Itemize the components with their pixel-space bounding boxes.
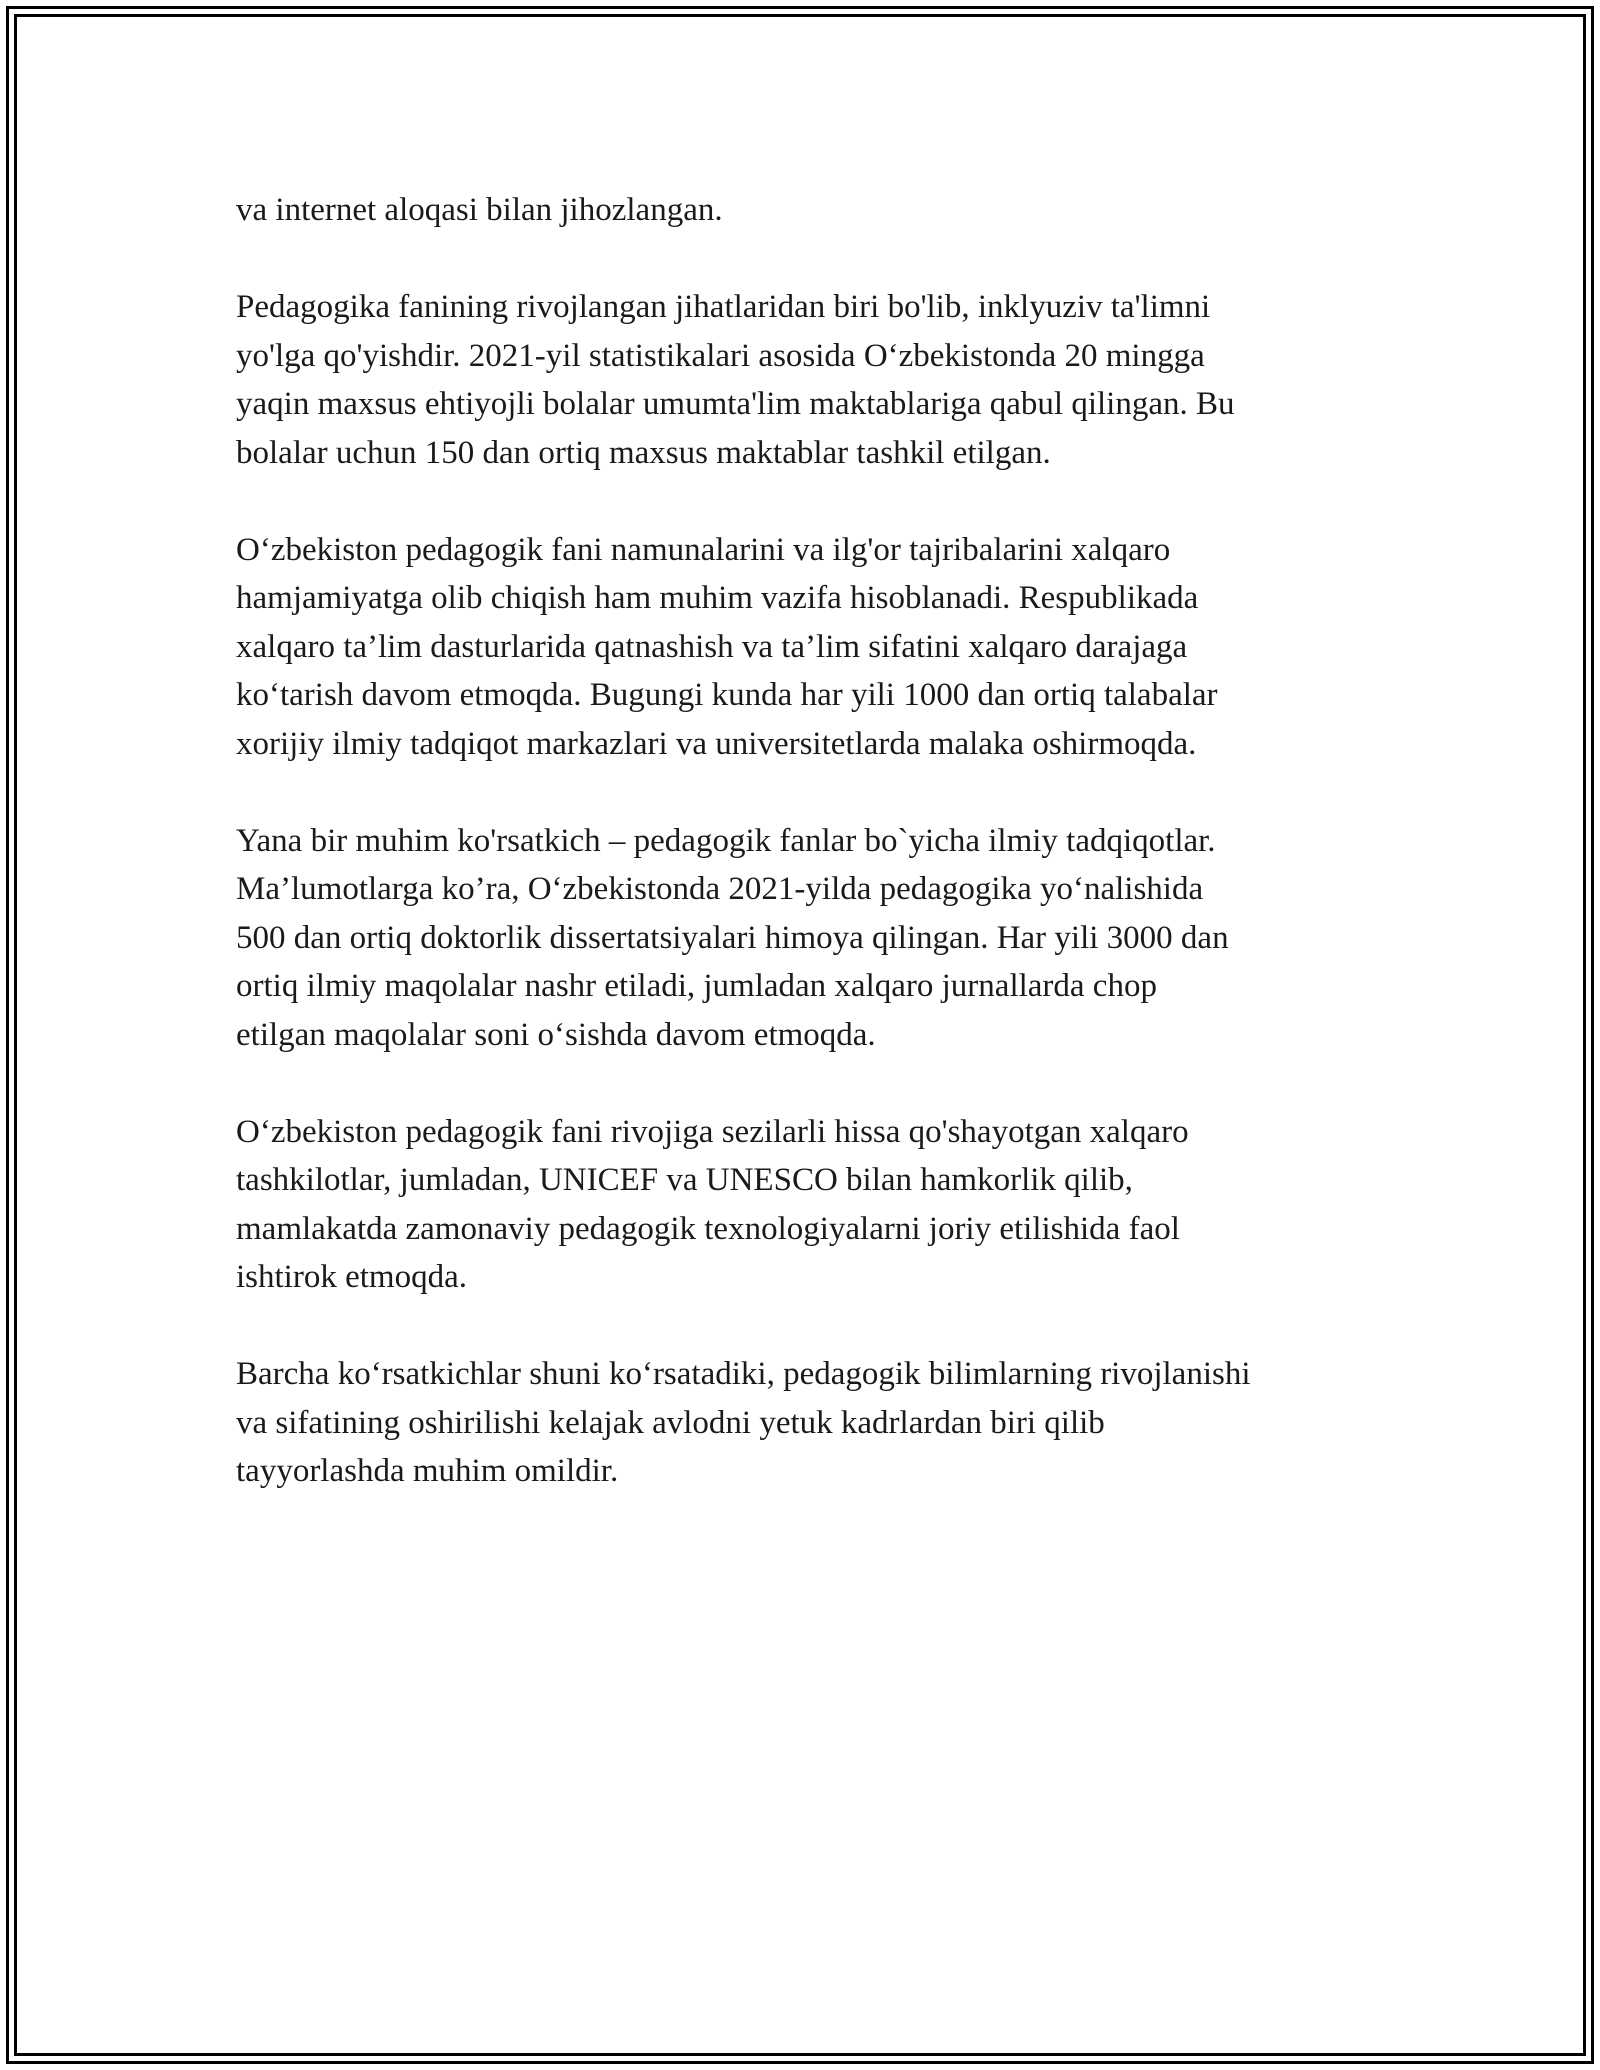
paragraph-5: O‘zbekiston pedagogik fani rivojiga sezilarli hissa qo'shayotgan xalqaro tashkilotlar, jumladan, UNICEF va UNESCO bilan hamkorlik qilib, mamlakatda zamonaviy pedagogik texnologiyalarni joriy etilishida faol ishtirok etmoqda. (236, 1113, 1189, 1295)
paragraph-6: Barcha ko‘rsatkichlar shuni ko‘rsatadiki, pedagogik bilimlarning rivojlanishi va sifatining oshirilishi kelajak avlodni yetuk kadrlardan biri qilib tayyorlashda muhim omildir. (236, 1356, 1251, 1489)
paragraph-3: O‘zbekiston pedagogik fani namunalarini va ilg'or tajribalarini xalqaro hamjamiyatga olib chiqish ham muhim vazifa hisoblanadi. Respublikada xalqaro ta’lim dasturlarida qatnashish va ta’lim sifatini xalqaro darajaga ko‘tarish davom etmoqda. Bugungi kunda har yili 1000 dan ortiq talabalar xorijiy ilmiy tadqiqot markazlari va universitetlarda malaka oshirmoqda. (236, 531, 1218, 762)
paragraph-2: Pedagogika fanining rivojlangan jihatlaridan biri bo'lib, inklyuziv ta'limni yo'lga qo'yishdir. 2021-yil statistikalari asosida O‘zbekistonda 20 mingga yaqin maxsus ehtiyojli bolalar umumta'lim maktablariga qabul qilingan. Bu bolalar uchun 150 dan ortiq maxsus maktablar tashkil etilgan. (236, 289, 1235, 471)
paragraph-4: Yana bir muhim ko'rsatkich – pedagogik fanlar bo`yicha ilmiy tadqiqotlar. Ma’lumotlarga ko’ra, O‘zbekistonda 2021-yilda pedagogika yo‘nalishida 500 dan ortiq doktorlik dissertatsiyalari himoya qilingan. Har yili 3000 dan ortiq ilmiy maqolalar nashr etiladi, jumladan xalqaro jurnallarda chop etilgan maqolalar soni o‘sishda davom etmoqda. (236, 822, 1229, 1053)
document-body (236, 186, 1386, 1544)
paragraph-1: va internet aloqasi bilan jihozlangan. (236, 192, 723, 228)
